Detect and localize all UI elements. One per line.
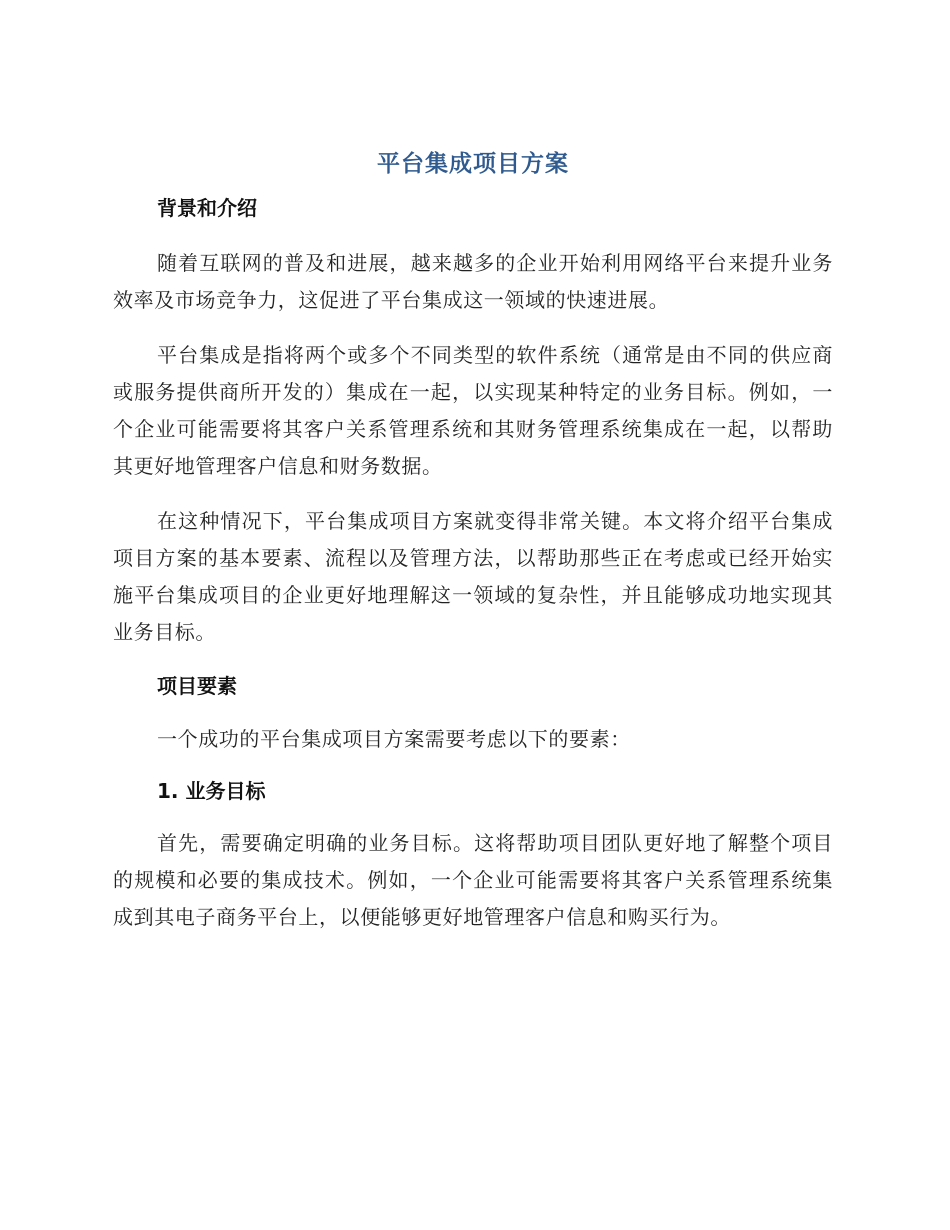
section-heading-background: 背景和介绍 xyxy=(157,196,257,220)
subheading-business-goal: 1. 业务目标 xyxy=(157,779,266,803)
paragraph-background-1: 随着互联网的普及和进展，越来越多的企业开始利用网络平台来提升业务效率及市场竞争力，这促进了平台集成这一领域的快速进展。 xyxy=(113,251,833,312)
paragraph-background-2: 平台集成是指将两个或多个不同类型的软件系统（通常是由不同的供应商或服务提供商所开发的）集成在一起，以实现某种特定的业务目标。例如，一个企业可能需要将其客户关系管理系统和其财务管理系统集成在一起，以帮助其更好地管理客户信息和财务数据。 xyxy=(113,343,833,478)
paragraph-elements-intro: 一个成功的平台集成项目方案需要考虑以下的要素： xyxy=(157,727,631,751)
paragraph-business-goal: 首先，需要确定明确的业务目标。这将帮助项目团队更好地了解整个项目的规模和必要的集成技术。例如，一个企业可能需要将其客户关系管理系统集成到其电子商务平台上，以便能够更好地管理客户信息和购买行为。 xyxy=(113,831,833,929)
document-body xyxy=(113,146,833,936)
paragraph-background-3: 在这种情况下，平台集成项目方案就变得非常关键。本文将介绍平台集成项目方案的基本要素、流程以及管理方法，以帮助那些正在考虑或已经开始实施平台集成项目的企业更好地理解这一领域的复杂性，并且能够成功地实现其业务目标。 xyxy=(113,509,833,644)
document-title: 平台集成项目方案 xyxy=(377,151,569,177)
section-heading-elements: 项目要素 xyxy=(157,674,237,698)
